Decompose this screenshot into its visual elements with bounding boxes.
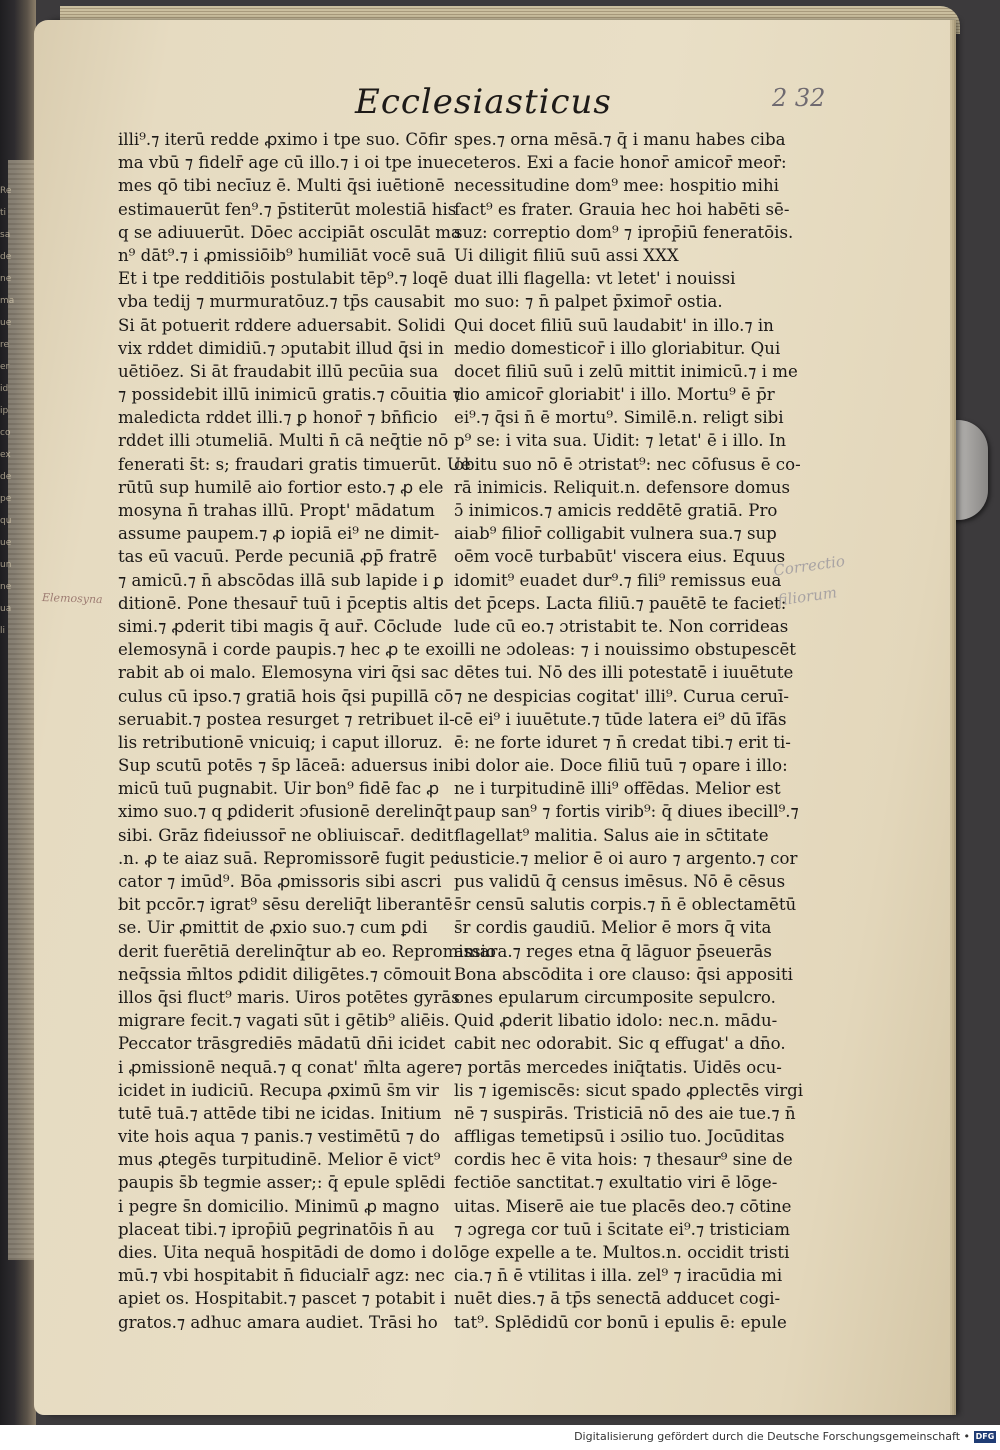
facing-page-fragment: id: [0, 384, 9, 394]
text-line-right: nē ⁊ suspirās. Tristiciā nō des aie tue.⁊ n̄: [454, 1103, 796, 1123]
text-line-right: oēm vocē turbabūt' viscera eius. Equus: [454, 547, 786, 567]
text-line-left: Et i tpe redditiōis postulabit tēp⁹.⁊ loqē: [118, 269, 449, 289]
text-line-right: illi ne ɔdoleas: ⁊ i nouissimo obstupescēt: [454, 640, 796, 660]
text-line-right: mo suo: ⁊ n̄ palpet p̄ximor̄ ostia.: [454, 292, 723, 312]
text-line-right: ⁊ ne despicias cogitat' illi⁹. Curua ceruī-: [454, 686, 790, 706]
facing-page-fragment: li: [0, 626, 6, 636]
text-line-left: lis retributionē vnicuiq; i caput illoruz.: [118, 732, 443, 752]
text-line-left: ⁊ amicū.⁊ n̄ abscōdas illā sub lapide i ꝑ: [118, 570, 444, 590]
text-line-right: bi dolor aie. Doce filiū tuū ⁊ opare i illo:: [454, 756, 788, 776]
text-line-right: pus validū q̄ census imēsus. Nō ē cēsus: [454, 872, 786, 891]
text-column-left: [118, 128, 496, 1334]
text-line-right: Bona abscōdita i ore clauso: q̄si appositi: [454, 964, 793, 984]
text-line-right: aiab⁹ filior̄ colligabit vulnera sua.⁊ sup: [454, 524, 777, 544]
text-line-left: vite hois aqua ⁊ panis.⁊ vestimētū ⁊ do: [118, 1127, 440, 1147]
text-line-left: paupis s̄b tegmie asser;: q̄ epule splēdi: [118, 1173, 446, 1193]
text-line-right: lude cū eo.⁊ ɔtristabit te. Non corrideas: [454, 616, 789, 636]
facing-page-fragment: pe: [0, 494, 12, 504]
text-line-left: rūtū sup humilē aio fortior esto.⁊ ꝓ ele: [118, 477, 444, 497]
facing-page-fragment: ip: [0, 406, 9, 416]
text-line-left: icidet in iudiciū. Recupa ꝓximū s̄m vir: [118, 1080, 439, 1100]
facing-page-fragment: Re: [0, 186, 12, 196]
text-line-left: illos q̄si fluct⁹ maris. Uiros potētes gyrās: [118, 987, 460, 1007]
text-line-right: cordis hec ē vita hois: ⁊ thesaur⁹ sine de: [454, 1150, 793, 1170]
text-line-right: s̄r cordis gaudiū. Melior ē mors q̄ vita: [454, 918, 772, 938]
text-line-left: mū.⁊ vbi hospitabit n̄ fiducialr̄ agz: nec: [118, 1266, 445, 1286]
text-column-right: [454, 128, 804, 1334]
text-line-right: ⁊ portās mercedes iniq̄tatis. Uidēs ocu-: [454, 1057, 782, 1077]
text-line-left: derit fuerētiā derelinq̄tur ab eo. Repromissio: [118, 941, 496, 961]
text-line-left: rddet illi ɔtumeliā. Multi n̄ cā neq̄tie nō: [118, 431, 449, 451]
text-line-right: s̄r censū salutis corpis.⁊ n̄ ē oblectamētū: [454, 895, 797, 915]
text-line-left: culus cū ipso.⁊ gratiā hois q̄si pupillā cō: [118, 686, 454, 706]
text-line-left: uētiōez. Si āt fraudabit illū pecūia sua: [118, 361, 439, 381]
text-line-right: duat illi flagella: vt letet' i nouissi: [454, 269, 736, 289]
text-line-right: ⁊ ɔgrega cor tuū i s̄citate ei⁹.⁊ tristiciam: [454, 1219, 791, 1239]
text-line-right: Ui diligit filiū suū assi XXX: [454, 245, 679, 265]
text-line-left: seruabit.⁊ postea resurget ⁊ retribuet il-: [118, 709, 455, 729]
text-line-right: ceteros. Exi a facie honor̄ amicor̄ meor̄:: [454, 153, 787, 173]
text-line-right: ne i turpitudinē illi⁹ offēdas. Melior est: [454, 779, 781, 799]
folio-number: 2 32: [772, 84, 826, 112]
text-line-right: rā inimicis. Reliquit.n. defensore domus: [454, 477, 791, 497]
dfg-logo: DFG: [975, 1432, 995, 1441]
facing-page-fragment: ua: [0, 604, 12, 614]
facing-page-fragment: re: [0, 340, 10, 350]
text-line-left: migrare fecit.⁊ vagati sūt i gētib⁹ aliēis.: [118, 1011, 450, 1031]
text-line-right: p⁹ se: i vita sua. Uidit: ⁊ letat' ē i illo. In: [454, 431, 787, 451]
funding-credit: Digitalisierung gefördert durch die Deutsche Forschungsgemeinschaft •: [574, 1430, 970, 1443]
text-line-right: nuēt dies.⁊ ā tp̄s senectā adducet cogi-: [454, 1289, 781, 1309]
text-line-right: spes.⁊ orna mēsā.⁊ q̄ i manu habes ciba: [454, 130, 786, 149]
text-line-left: ma vbū ⁊ fidelr̄ age cū illo.⁊ i oi tpe inue: [118, 153, 454, 173]
text-line-left: mes qō tibi necīuz ē. Multi q̄si iuētionē: [118, 176, 445, 196]
text-line-left: gratos.⁊ adhuc amara audiet. Trāsi ho: [118, 1312, 438, 1332]
facing-page-fragment: ma: [0, 296, 15, 306]
running-header: Ecclesiasticus: [355, 82, 612, 122]
facing-page-fragment: de: [0, 252, 12, 262]
text-line-right: docet filiū suū i zelū mittit inimicū.⁊ i me: [454, 361, 798, 381]
text-line-left: micū tuū pugnabit. Uir bon⁹ fidē fac ꝓ: [118, 779, 440, 799]
text-line-left: vix rddet dimidiū.⁊ ɔputabit illud q̄si in: [118, 338, 444, 358]
text-line-left: estimauerūt fen⁹.⁊ p̄stiterūt molestiā his: [118, 199, 457, 219]
text-line-left: sibi. Grāz fideiussor̄ ne obliuiscar̄. dedit: [118, 825, 454, 845]
text-line-right: affligas temetipsū i ɔsilio tuo. Jocūditas: [454, 1127, 785, 1147]
text-line-left: assume paupem.⁊ ꝓ iopiā ei⁹ ne dimit-: [118, 524, 440, 544]
facing-page-fragment: qu: [0, 516, 12, 526]
text-line-right: ei⁹.⁊ q̄si n̄ ē mortu⁹. Similē.n. religt sibi: [454, 408, 784, 428]
text-line-left: Peccator trāsgrediēs mādatū dn̄i icidet: [118, 1034, 446, 1054]
facing-page-fragment: de: [0, 472, 12, 482]
text-line-left: vba tedij ⁊ murmuratōuz.⁊ tp̄s causabit: [118, 292, 445, 312]
text-line-right: flagellat⁹ malitia. Salus aie in sc̄titate: [454, 825, 769, 845]
text-line-left: elemosynā i corde paupis.⁊ hec ꝓ te exo: [118, 640, 455, 660]
footer-bar: [0, 1425, 1000, 1450]
text-line-right: dio amicor̄ gloriabit' i illo. Mortu⁹ ē p̄r: [454, 385, 775, 405]
text-line-left: .n. ꝓ te aiaz suā. Repromissorē fugit pec: [118, 848, 460, 868]
text-line-left: fenerati s̄t: s; fraudari gratis timuerūt. Ue: [118, 454, 471, 474]
text-line-left: tas eū vacuū. Perde pecuniā ꝓp̄ fratrē: [118, 547, 438, 567]
text-line-right: cē ei⁹ i iuuētute.⁊ tūde latera ei⁹ dū īfās: [454, 709, 787, 729]
facing-page-fragment: un: [0, 560, 12, 570]
text-line-left: apiet os. Hospitabit.⁊ pascet ⁊ potabit i: [118, 1289, 446, 1309]
facing-page-fragments: [0, 180, 30, 642]
text-line-left: simi.⁊ ꝓderit tibi magis q̄ aur̄. Cōclude: [118, 616, 443, 636]
marginal-note-right-line: filiorum: [776, 583, 838, 610]
text-line-right: Quid ꝓderit libatio idolo: nec.n. mādu-: [454, 1011, 778, 1031]
text-line-left: mosyna n̄ trahas illū. Propt' mādatum: [118, 501, 435, 520]
facing-page-fragment: ue: [0, 318, 12, 328]
text-line-right: ē: ne forte iduret ⁊ n̄ credat tibi.⁊ erit ti-: [454, 732, 791, 752]
text-line-right: suz: correptio dom⁹ ⁊ iprop̄iū feneratōis.: [454, 222, 794, 242]
text-line-left: maledicta rddet illi.⁊ ꝑ honor̄ ⁊ bn̄ficio: [118, 408, 438, 428]
text-line-left: dies. Uita nequā hospitādi de domo i do: [118, 1243, 453, 1262]
facing-page-fragment: ti: [0, 208, 7, 218]
text-line-right: necessitudine dom⁹ mee: hospitio mihi: [454, 176, 779, 196]
text-line-left: i pegre s̄n domicilio. Minimū ꝓ magno: [118, 1196, 440, 1216]
text-line-right: Qui docet filiū suū laudabit' in illo.⁊ in: [454, 315, 774, 335]
facing-page-fragment: ne: [0, 582, 12, 592]
text-line-left: mus ꝓtegēs turpitudinē. Melior ē vict⁹: [118, 1150, 441, 1170]
text-line-right: cia.⁊ n̄ ē vtilitas i illa. zel⁹ ⁊ iracūdia mi: [454, 1266, 783, 1286]
text-line-left: ⁊ possidebit illū inimicū gratis.⁊ cōuitia ⁊: [118, 385, 461, 405]
facing-page-fragment: ne: [0, 274, 12, 284]
text-line-left: rabit ab oi malo. Elemosyna viri q̄si sac: [118, 663, 449, 683]
text-line-left: cator ⁊ imūd⁹. Bōa ꝓmissoris sibi ascri: [118, 872, 442, 891]
text-line-right: tat⁹. Splēdidū cor bonū i epulis ē: epule: [454, 1312, 787, 1332]
text-line-right: lis ⁊ igemiscēs: sicut spado ꝓplectēs virgi: [454, 1080, 804, 1100]
marginal-note-right-line: Correctio: [772, 551, 846, 580]
text-line-left: illi⁹.⁊ iterū redde ꝓximo i tpe suo. Cōfir: [118, 130, 448, 149]
facing-page-fragment: ue: [0, 538, 12, 548]
text-line-right: lōge expelle a te. Multos.n. occidit tristi: [454, 1243, 790, 1262]
text-line-left: tutē tuā.⁊ attēde tibi ne icidas. Initium: [118, 1103, 442, 1123]
text-line-left: bit pccōr.⁊ igrat⁹ sēsu dereliq̄t liberantē: [118, 895, 453, 915]
facing-page-fragment: er: [0, 362, 10, 372]
text-line-right: dētes tui. Nō des illi potestatē i iuuētute: [454, 663, 794, 683]
text-line-right: paup san⁹ ⁊ fortis virib⁹: q̄ diues ibecill⁹.⁊: [454, 802, 799, 822]
text-line-right: medio domesticor̄ i illo gloriabitur. Qui: [454, 338, 781, 358]
facing-page-fragment: ex: [0, 450, 11, 460]
text-line-left: n⁹ dāt⁹.⁊ i ꝓmissiōib⁹ humiliāt vocē suā: [118, 245, 446, 265]
facing-page-fragment: co: [0, 428, 11, 438]
text-line-right: fact⁹ es frater. Grauia hec hoi habēti sē-: [454, 199, 790, 219]
text-line-right: amara.⁊ reges etna q̄ lāguor p̄seuerās: [454, 941, 772, 961]
text-line-left: ximo suo.⁊ q ꝑdiderit ɔfusionē derelinq̄t: [118, 802, 452, 822]
text-line-right: ones epularum circumposite sepulcro.: [454, 987, 776, 1007]
text-line-left: placeat tibi.⁊ iprop̄iū ꝑegrinatōis n̄ au: [118, 1219, 435, 1239]
text-line-left: q se adiuuerūt. Dōec accipiāt osculāt ma: [118, 222, 461, 242]
facing-page-fragment: sa: [0, 230, 11, 240]
text-line-right: iusticie.⁊ melior ē oi auro ⁊ argento.⁊ cor: [454, 848, 798, 868]
marginal-note-left: Elemosyna: [41, 590, 103, 607]
text-line-left: i ꝓmissionē nequā.⁊ q conat' m̄lta agere: [118, 1057, 455, 1077]
text-line-left: neq̄ssia m̄ltos ꝑdidit diligētes.⁊ cōmouit: [118, 964, 451, 984]
text-line-right: det p̄ceps. Lacta filiū.⁊ pauētē te faciet:: [454, 593, 787, 613]
text-line-right: ɔ̄ inimicos.⁊ amicis reddētē gratiā. Pro: [454, 501, 778, 520]
text-line-right: idomit⁹ euadet dur⁹.⁊ fili⁹ remissus eua: [454, 570, 782, 590]
text-line-left: Si āt potuerit rddere aduersabit. Solidi: [118, 315, 446, 335]
text-line-right: fectiōe sanctitat.⁊ exultatio viri ē lōge-: [454, 1173, 778, 1193]
text-line-left: ditionē. Pone thesaur̄ tuū i p̄ceptis altis: [118, 593, 449, 613]
text-line-left: Sup scutū potēs ⁊ s̄p lāceā: aduersus ini: [118, 756, 455, 776]
text-line-right: uitas. Miserē aie tue placēs deo.⁊ cōtine: [454, 1196, 792, 1216]
text-line-left: se. Uir ꝓmittit de ꝓxio suo.⁊ cum ꝑdi: [118, 918, 428, 938]
text-line-right: cabit nec odorabit. Sic q effugat' a dn̄o.: [454, 1034, 786, 1054]
text-line-right: obitu suo nō ē ɔtristat⁹: nec cōfusus ē co-: [454, 454, 801, 474]
